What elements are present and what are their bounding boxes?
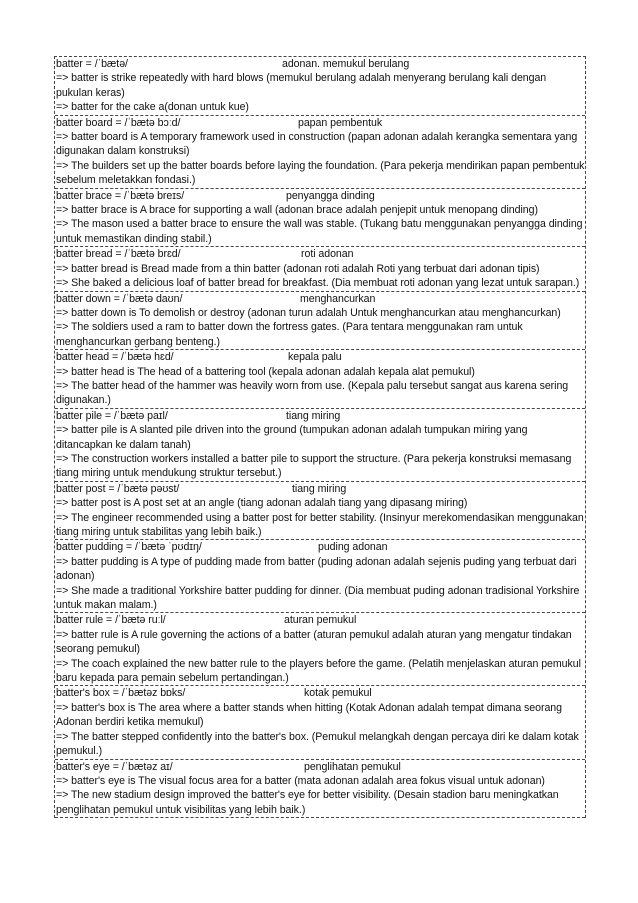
entry-definition: => batter pudding is A type of pudding made from batter (puding adonan adalah sejenis puding yang terbuat dari adonan) (56, 555, 577, 583)
entry-example: => The coach explained the new batter rule to the players before the game. (Pelatih menjelaskan aturan pemukul baru kepada para pemain sebelum pertandingan.) (56, 657, 581, 685)
entry-example: => The mason used a batter brace to ensure the wall was stable. (Tukang batu menggunakan penyangga dinding untuk memastikan dinding stabil.) (56, 218, 583, 245)
entry-meaning: penglihatan pemukul (304, 760, 401, 773)
entry-header (56, 760, 585, 774)
entry-example: => The soldiers used a ram to batter down the fortress gates. (Para tentara menggunakan ram untuk menghancurkan gerbang benteng.) (56, 321, 523, 348)
glossary-entry (55, 247, 585, 291)
glossary-entry (55, 189, 585, 248)
entry-meaning: papan pembentuk (298, 116, 383, 129)
entry-definition: => batter's box is The area where a batter stands when hitting (Kotak Adonan adalah tempat dimana seorang Adonan berdiri ketika memukul) (56, 701, 562, 729)
entry-term: batter post = /ˈbætə pəʊst/ (56, 482, 180, 495)
entry-header (56, 116, 585, 130)
entry-header (56, 540, 585, 554)
entry-term: batter = /ˈbætə/ (56, 58, 128, 70)
entry-definition: => batter is strike repeatedly with hard blows (memukul berulang adalah menyerang berulang kali dengan pukulan keras) (56, 72, 547, 99)
entry-meaning: tiang miring (292, 482, 347, 495)
entry-header (56, 292, 585, 306)
entry-meaning: puding adonan (318, 541, 388, 554)
entry-example: => batter for the cake a(donan untuk kue) (56, 101, 249, 114)
entry-header (56, 686, 585, 700)
entry-definition: => batter's eye is The visual focus area for a batter (mata adonan adalah area fokus visual untuk adonan) (56, 774, 545, 787)
entry-term: batter's box = /ˈbætəz bɒks/ (56, 687, 186, 700)
entry-header (56, 189, 585, 203)
entry-term: batter pile = /ˈbætə paɪl/ (56, 409, 168, 422)
entry-definition: => batter bread is Bread made from a thin batter (adonan roti adalah Roti yang terbuat dari adonan tipis) (56, 262, 540, 275)
glossary-entry (55, 760, 585, 819)
entry-term: batter head = /ˈbætə hɛd/ (56, 351, 174, 364)
entry-definition: => batter post is A post set at an angle (tiang adonan adalah tiang yang dipasang miring) (56, 497, 468, 510)
glossary-entry (55, 409, 585, 482)
entry-header (56, 482, 585, 496)
entry-example: => The construction workers installed a batter pile to support the structure. (Para pekerja konstruksi memasang tiang miring untuk mendukung struktur tersebut.) (56, 452, 572, 480)
entry-meaning: adonan. memukul berulang (282, 58, 410, 70)
entry-header (56, 57, 585, 71)
entry-definition: => batter pile is A slanted pile driven into the ground (tumpukan adonan adalah tumpukan miring yang ditancapkan ke dalam tanah) (56, 424, 528, 451)
entry-example: => The engineer recommended using a batter post for better stability. (Insinyur merekomendasikan menggunakan tiang miring untuk stabilitas yang lebih baik.) (56, 511, 584, 538)
entry-example: => She made a traditional Yorkshire batter pudding for dinner. (Dia membuat puding adonan tradisional Yorkshire untuk makan malam.) (56, 584, 580, 612)
entry-term: batter rule = /ˈbætə ruːl/ (56, 614, 166, 627)
entry-term: batter's eye = /ˈbætəz aɪ/ (56, 760, 173, 773)
entry-example: => She baked a delicious loaf of batter bread for breakfast. (Dia membuat roti adonan yang lezat untuk sarapan.) (56, 277, 580, 290)
entry-term: batter bread = /ˈbætə brɛd/ (56, 248, 181, 261)
glossary-entry (55, 116, 585, 189)
entry-meaning: roti adonan (301, 248, 354, 261)
glossary-entry (55, 350, 585, 409)
entry-term: batter down = /ˈbætə daʊn/ (56, 292, 183, 305)
entry-definition: => batter head is The head of a battering tool (kepala adonan adalah kepala alat pemukul) (56, 365, 475, 378)
entry-term: batter pudding = /ˈbætə ˈpʊdɪŋ/ (56, 541, 202, 554)
entry-example: => The builders set up the batter boards before laying the foundation. (Para pekerja mendirikan papan pembentuk sebelum meletakkan fondasi.) (56, 159, 585, 187)
entry-meaning: penyangga dinding (286, 189, 375, 202)
entry-meaning: aturan pemukul (284, 614, 357, 627)
glossary-entries (54, 56, 586, 818)
glossary-entry (55, 686, 585, 759)
glossary-entry (55, 482, 585, 541)
entry-definition: => batter board is A temporary framework used in construction (papan adonan adalah kerangka sementara yang digunakan dalam konstruksi) (56, 131, 578, 158)
glossary-entry (55, 613, 585, 686)
entry-meaning: menghancurkan (300, 292, 376, 305)
entry-term: batter board = /ˈbætə bɔːd/ (56, 116, 181, 129)
entry-meaning: kotak pemukul (304, 687, 372, 700)
entry-header (56, 350, 585, 364)
entry-definition: => batter rule is A rule governing the actions of a batter (aturan pemukul adalah aturan yang mengatur tindakan seorang pemukul) (56, 628, 572, 656)
glossary-entry (55, 540, 585, 613)
glossary-entry (55, 57, 585, 116)
entry-definition: => batter down is To demolish or destroy (adonan turun adalah Untuk menghancurkan atau menghancurkan) (56, 306, 561, 319)
entry-definition: => batter brace is A brace for supporting a wall (adonan brace adalah penjepit untuk menopang dinding) (56, 204, 538, 217)
entry-meaning: kepala palu (288, 351, 342, 364)
glossary-entry (55, 292, 585, 351)
entry-header (56, 613, 585, 627)
entry-example: => The batter stepped confidently into the batter's box. (Pemukul melangkah dengan percaya diri ke dalam kotak pemukul.) (56, 730, 579, 758)
entry-example: => The batter head of the hammer was heavily worn from use. (Kepala palu tersebut sangat aus karena sering digunakan.) (56, 379, 569, 407)
entry-meaning: tiang miring (286, 409, 341, 422)
entry-header (56, 409, 585, 423)
entry-example: => The new stadium design improved the batter's eye for better visibility. (Desain stadion baru meningkatkan penglihatan pemukul untuk visibilitas yang lebih baik.) (56, 789, 559, 816)
entry-header (56, 247, 585, 261)
entry-term: batter brace = /ˈbætə breɪs/ (56, 189, 185, 202)
